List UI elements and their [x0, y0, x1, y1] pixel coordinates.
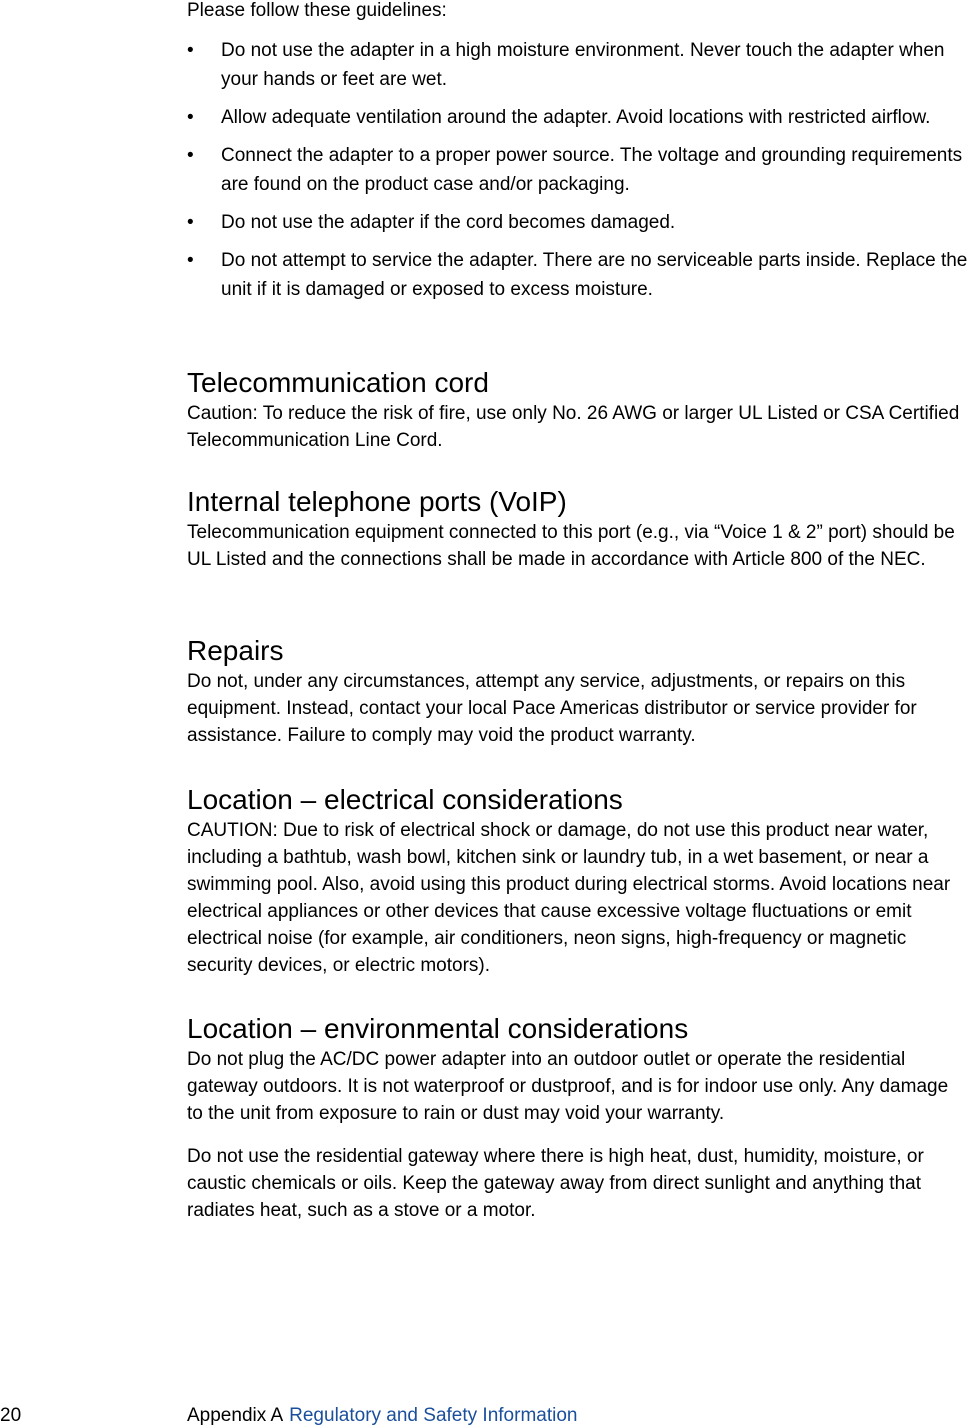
list-item: • Do not use the adapter if the cord becomes damaged. [187, 208, 968, 237]
bullet-icon: • [187, 212, 194, 233]
list-item: • Do not use the adapter in a high moisture environment. Never touch the adapter when your hands or feet are wet. [187, 36, 968, 94]
section-body: Do not plug the AC/DC power adapter into an outdoor outlet or operate the residential gateway outdoors. It is not waterproof or dustproof, and is for indoor use only. Any damage to the unit from exposure to rain or dust may void your warranty. [187, 1049, 949, 1124]
appendix-reference [187, 1404, 577, 1428]
guidelines-block [187, 0, 968, 313]
section-heading: Telecommunication cord [187, 367, 489, 398]
bullet-icon: • [187, 107, 194, 128]
section-environmental-considerations [187, 1012, 968, 1224]
section-heading: Location – environmental considerations [187, 1013, 689, 1044]
section-telecommunication-cord [187, 366, 968, 454]
section-heading: Internal telephone ports (VoIP) [187, 486, 567, 517]
section-heading: Repairs [187, 635, 284, 666]
appendix-label: Appendix A [187, 1405, 284, 1426]
section-body: Do not, under any circumstances, attempt any service, adjustments, or repairs on this equipment. Instead, contact your local Pace Americas distributor or service provider for assistance. Failure to comply may void the product warranty. [187, 671, 917, 746]
bullet-icon: • [187, 40, 194, 61]
section-body: CAUTION: Due to risk of electrical shock or damage, do not use this product near water, including a bathtub, wash bowl, kitchen sink or laundry tub, in a wet basement, or near a swimming pool. Also, avoid using this product during electrical storms. Avoid locations near electrical appliances or other devices that cause excessive voltage fluctuations or emit electrical noise (for example, air conditioners, neon signs, high-frequency or magnetic security devices, or electric motors). [187, 820, 951, 976]
section-body: Telecommunication equipment connected to this port (e.g., via “Voice 1 & 2” port) should be UL Listed and the connections shall be made in accordance with Article 800 of the NEC. [187, 522, 955, 570]
section-repairs [187, 634, 968, 749]
list-item: • Connect the adapter to a proper power source. The voltage and grounding requirements are found on the product case and/or packaging. [187, 141, 968, 199]
list-item: • Allow adequate ventilation around the adapter. Avoid locations with restricted airflow. [187, 103, 968, 132]
section-internal-telephone-ports [187, 485, 968, 573]
section-body: Do not use the residential gateway where there is high heat, dust, humidity, moisture, or caustic chemicals or oils. Keep the gateway away from direct sunlight and anything that radiates heat, such as a stove or a motor. [187, 1146, 924, 1221]
section-electrical-considerations [187, 783, 968, 979]
section-heading: Location – electrical considerations [187, 784, 623, 815]
bullet-icon: • [187, 145, 194, 166]
list-item: • Do not attempt to service the adapter. There are no serviceable parts inside. Replace the unit if it is damaged or exposed to excess moisture. [187, 246, 968, 304]
appendix-title-link[interactable]: Regulatory and Safety Information [289, 1405, 578, 1426]
intro-text: Please follow these guidelines: [187, 0, 447, 21]
section-body: Caution: To reduce the risk of fire, use only No. 26 AWG or larger UL Listed or CSA Certified Telecommunication Line Cord. [187, 403, 960, 451]
bullet-icon: • [187, 250, 194, 271]
page-number: 20 [0, 1405, 22, 1426]
guidelines-list [187, 36, 968, 304]
